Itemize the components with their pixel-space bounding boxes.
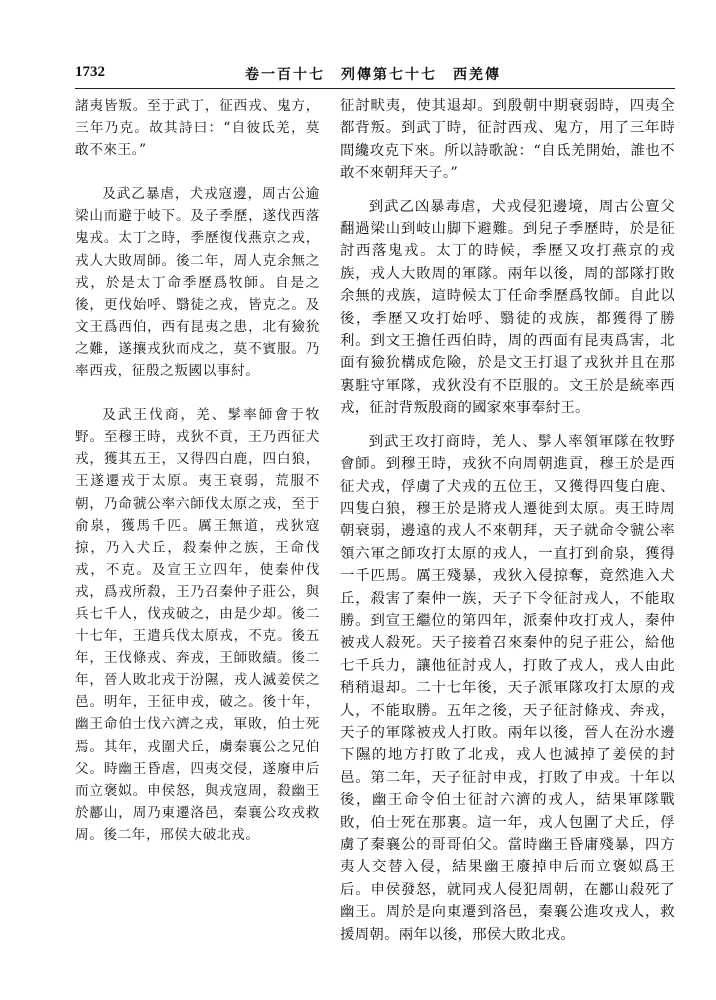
translation-paragraph: 到武王攻打商時，羌人、髳人率領軍隊在牧野會師。到穆王時，戎狄不向周朝進貢，穆王於是西征犬戎，俘虜了犬戎的五位王，又獲得四隻白鹿、四隻白狼，穆王於是將戎人遷徙到太原。夷王時周朝衰弱，邊遠的戎人不來朝拜，天子就命令虢公率領六軍之師攻打太原的戎人，一直打到俞泉，獲得一千匹馬。厲王殘暴，戎狄入侵掠奪，竟然進入犬丘，殺害了秦仲一族，天子下令征討戎人，不能取勝。到宣王繼位的第四年，派秦仲攻打戎人，秦仲被戎人殺死。天子接着召來秦仲的兒子莊公，給他七千兵力，讓他征討戎人，打敗了戎人，戎人由此稍稍退却。二十七年後，天子派軍隊攻打太原的戎人，不能取勝。五年之後，天子征討條戎、奔戎，天子的軍隊被戎人打敗。兩年以後，晉人在汾水邊下隰的地方打敗了北戎，戎人也滅掉了姜侯的封邑。第二年，天子征討申戎，打敗了申戎。十年以後，幽王命令伯士征討六濟的戎人，結果軍隊戰敗，伯士死在那裏。這一年，戎人包圍了犬丘，俘虜了秦襄公的哥哥伯父。當時幽王昏庸殘暴，四方夷人交替入侵，結果幽王廢掉申后而立褒姒爲王后。申侯發怒，就同戎人侵犯周朝，在酈山殺死了幽王。周於是向東遷到洛邑，秦襄公進攻戎人，救援周朝。兩年以後，邢侯大敗北戎。 (340, 433, 675, 943)
translation-paragraph: 到武乙凶暴毒虐，犬戎侵犯邊境，周古公亶父翻過梁山到岐山脚下避難。到兒子季歷時，於是征討西落鬼戎。太丁的時候，季歷又攻打燕京的戎族，戎人大敗周的軍隊。兩年以後，周的部隊打敗余無的戎族，這時候太丁任命季歷爲牧師。自此以後，季歷又攻打始呼、翳徒的戎族，都獲得了勝利。到文王擔任西伯時，周的西面有昆夷爲害，北面有獫狁構成危險，於是文王打退了戎狄并且在那裏駐守軍隊，戎狄没有不臣服的。文王於是統率西戎，征討背叛殷商的國家來事奉紂王。 (340, 198, 675, 417)
original-text-column (75, 95, 320, 846)
header-rule (75, 88, 675, 89)
original-paragraph: 諸夷皆叛。至于武丁，征西戎、鬼方，三年乃克。故其詩曰：“自彼氐羌，莫敢不來王。” (75, 98, 320, 159)
translation-column (340, 95, 675, 946)
page-number: 1732 (75, 64, 105, 80)
original-paragraph: 及武王伐商，羌、髳率師會于牧野。至穆王時，戎狄不貢，王乃西征犬戎，獲其五王，又得四白鹿，四白狼，王遂遷戎于太原。夷王衰弱，荒服不朝，乃命虢公率六師伐太原之戎，至于俞泉，獲馬千匹。厲王無道，戎狄寇掠，乃入犬丘，殺秦仲之族，王命伐戎，不克。及宣王立四年，使秦仲伐戎，爲戎所殺，王乃召秦仲子莊公，與兵七千人，伐戎破之，由是少却。後二十七年，王遣兵伐太原戎，不克。後五年，王伐條戎、奔戎，王師敗績。後二年，晉人敗北戎于汾隰，戎人滅姜侯之邑。明年，王征申戎，破之。後十年，幽王命伯士伐六濟之戎，軍敗，伯士死焉。其年，戎圍犬丘，虜秦襄公之兄伯父。時幽王昏虐，四夷交侵，遂廢申后而立褒姒。申侯怒，與戎寇周，殺幽王於酈山，周乃東遷洛邑，秦襄公攻戎救周。後二年，邢侯大破北戎。 (75, 407, 320, 843)
running-title: 卷一百十七 列傳第七十七 西羌傳 (245, 67, 501, 83)
translation-paragraph: 征討畎夷，使其退却。到殷朝中期衰弱時，四夷全都背叛。到武丁時，征討西戎、鬼方，用了三年時間纔攻克下來。所以詩歌說：“自氐羌開始，誰也不敢不來朝拜天子。” (340, 98, 675, 182)
page-header (75, 60, 675, 88)
original-paragraph: 及武乙暴虐，犬戎寇邊，周古公逾梁山而避于岐下。及子季歷，遂伐西落鬼戎。太丁之時，季歷復伐燕京之戎，戎人大敗周師。後二年，周人克余無之戎，於是太丁命季歷爲牧師。自是之後，更伐始呼、翳徒之戎，皆克之。及文王爲西伯，西有昆夷之患，北有獫狁之難，遂攘戎狄而戍之，莫不賓服。乃率西戎，征殷之叛國以事紂。 (75, 186, 320, 380)
